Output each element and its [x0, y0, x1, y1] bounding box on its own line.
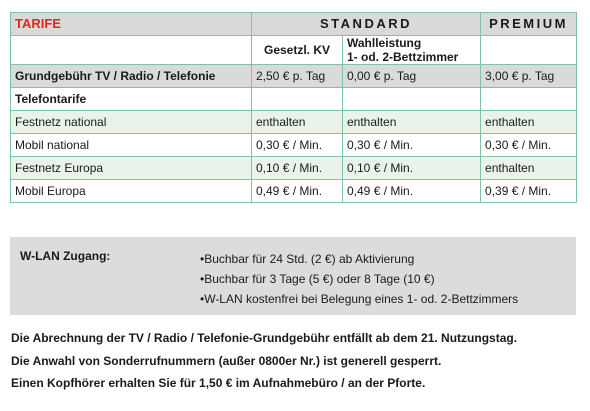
tariff-table	[10, 12, 577, 203]
note-line: Die Anwahl von Sonderrufnummern (außer 0800er Nr.) ist generell gesperrt.	[11, 353, 442, 368]
row-label: Festnetz Europa	[11, 157, 252, 180]
row-gesetzl: 0,30 € / Min.	[252, 134, 343, 157]
wlan-title: W-LAN Zugang:	[20, 249, 111, 263]
notes	[11, 327, 517, 395]
table-row	[11, 180, 577, 203]
row-premium: 0,39 € / Min.	[481, 180, 577, 203]
row-gesetzl: enthalten	[252, 111, 343, 134]
row-premium: enthalten	[481, 157, 577, 180]
table-row	[11, 111, 577, 134]
row-wahl: 0,49 € / Min.	[343, 180, 481, 203]
row-premium: 0,30 € / Min.	[481, 134, 577, 157]
standard-heading: STANDARD	[252, 13, 481, 36]
empty-cell	[481, 36, 577, 65]
row-premium: enthalten	[481, 111, 577, 134]
row-wahl: enthalten	[343, 111, 481, 134]
list-item: • W-LAN kostenfrei bei Belegung eines 1- od. 2-Bettzimmers	[200, 289, 518, 309]
table-subheader-row	[11, 36, 577, 65]
telefontarife-label: Telefontarife	[11, 88, 252, 111]
grundgebuehr-wahl: 0,00 € p. Tag	[343, 65, 481, 88]
grundgebuehr-premium: 3,00 € p. Tag	[481, 65, 577, 88]
grundgebuehr-row	[11, 65, 577, 88]
premium-heading: PREMIUM	[481, 13, 577, 36]
empty-cell	[11, 36, 252, 65]
telefontarife-row	[11, 88, 577, 111]
wahlleistung-line1: Wahlleistung	[347, 36, 422, 50]
row-wahl: 0,30 € / Min.	[343, 134, 481, 157]
row-label: Mobil Europa	[11, 180, 252, 203]
wahlleistung-line2: 1- od. 2-Bettzimmer	[347, 50, 459, 64]
list-item: • Buchbar für 3 Tage (5 €) oder 8 Tage (10 €)	[200, 269, 518, 289]
row-label: Festnetz national	[11, 111, 252, 134]
wlan-list	[200, 249, 518, 309]
wlan-box	[10, 237, 576, 315]
table-header-row	[11, 13, 577, 36]
row-gesetzl: 0,10 € / Min.	[252, 157, 343, 180]
gesetzl-kv-heading: Gesetzl. KV	[252, 36, 343, 65]
note-line: Einen Kopfhörer erhalten Sie für 1,50 € im Aufnahmebüro / an der Pforte.	[11, 376, 426, 390]
grundgebuehr-label: Grundgebühr TV / Radio / Telefonie	[11, 65, 252, 88]
row-wahl: 0,10 € / Min.	[343, 157, 481, 180]
grundgebuehr-gesetzl: 2,50 € p. Tag	[252, 65, 343, 88]
wahlleistung-heading	[343, 36, 481, 65]
list-item: • Buchbar für 24 Std. (2 €) ab Aktivierung	[200, 249, 518, 269]
table-row	[11, 157, 577, 180]
note-line: Die Abrechnung der TV / Radio / Telefonie-Grundgebühr entfällt ab dem 21. Nutzungstag.	[11, 331, 518, 345]
row-label: Mobil national	[11, 134, 252, 157]
table-row	[11, 134, 577, 157]
row-gesetzl: 0,49 € / Min.	[252, 180, 343, 203]
tarife-heading: TARIFE	[11, 13, 252, 36]
